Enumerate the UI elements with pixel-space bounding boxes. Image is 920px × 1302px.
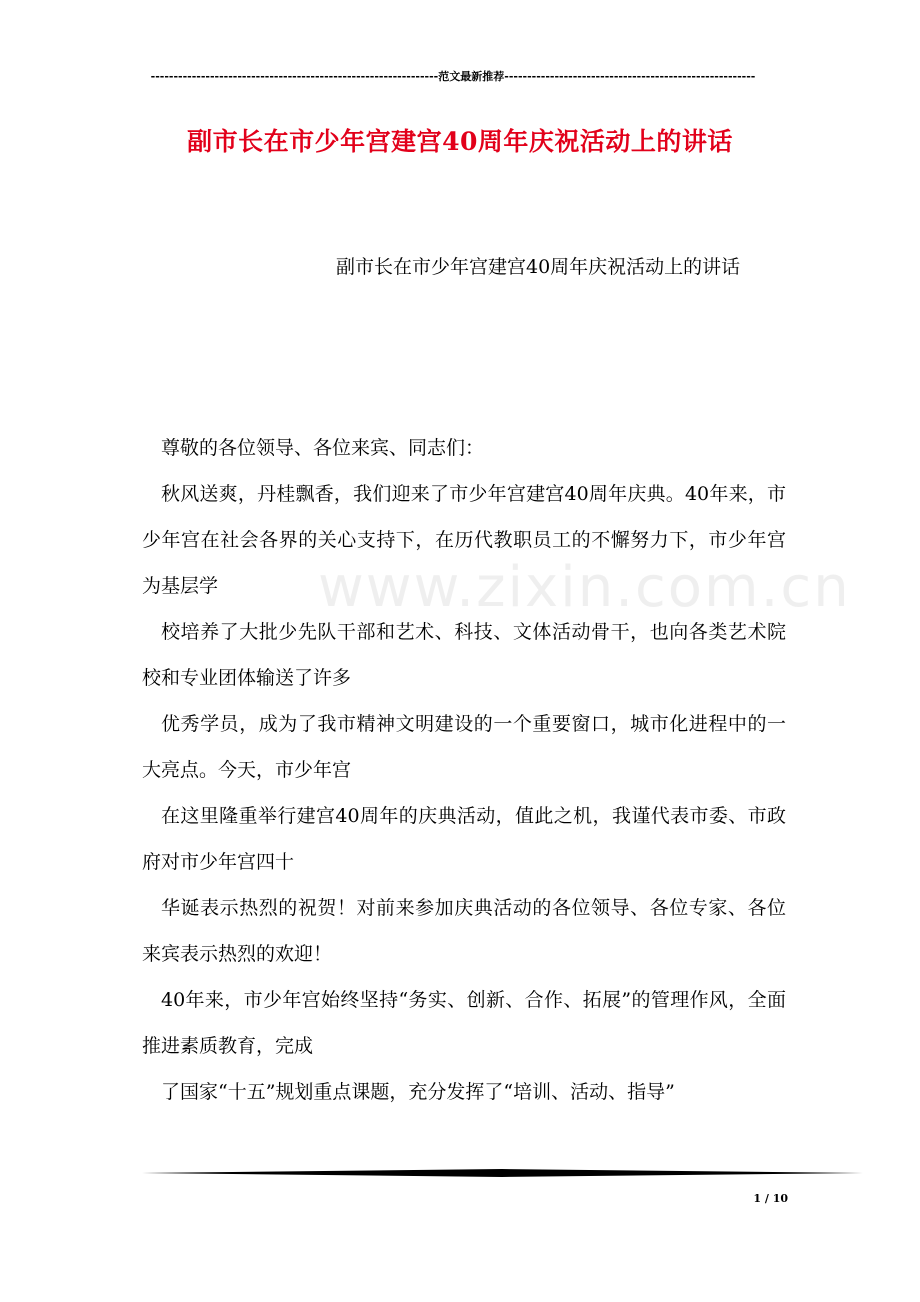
footer-divider <box>142 1166 863 1180</box>
header-dashes-left: --------------------------------------------------------------- <box>150 70 439 83</box>
header-label: 范文最新推荐 <box>438 70 505 83</box>
header-dashes-right: ------------------------------------------------------- <box>504 70 756 83</box>
paragraph-salutation: 尊敬的各位领导、各位来宾、同志们： <box>161 437 485 459</box>
paragraph: 40年来，市少年宫始终坚持“务实、创新、合作、拓展”的管理作风，全面推进素质教育，完成 <box>142 989 786 1057</box>
document-body <box>142 425 786 1115</box>
paragraph: 秋风送爽，丹桂飘香，我们迎来了市少年宫建宫40周年庆典。40年来，市少年宫在社会各界的关心支持下，在历代教职员工的不懈努力下，市少年宫为基层学 <box>142 483 786 597</box>
document-subtitle: 副市长在市少年宫建宫40周年庆祝活动上的讲话 <box>336 256 741 278</box>
paragraph: 了国家“十五”规划重点课题，充分发挥了“培训、活动、指导” <box>161 1081 675 1103</box>
document-title: 副市长在市少年宫建宫40周年庆祝活动上的讲话 <box>187 127 733 156</box>
header-banner <box>140 68 766 84</box>
paragraph: 在这里隆重举行建宫40周年的庆典活动，值此之机，我谨代表市委、市政府对市少年宫四十 <box>142 805 786 873</box>
paragraph: 华诞表示热烈的祝贺！对前来参加庆典活动的各位领导、各位专家、各位来宾表示热烈的欢迎！ <box>142 897 786 965</box>
paragraph: 优秀学员，成为了我市精神文明建设的一个重要窗口，城市化进程中的一大亮点。今天，市少年宫 <box>142 713 786 781</box>
page-number: 1 / 10 <box>753 1192 788 1205</box>
watermark: www.zixin.com.cn <box>318 555 851 620</box>
paragraph: 校培养了大批少先队干部和艺术、科技、文体活动骨干，也向各类艺术院校和专业团体输送了许多 <box>142 621 786 689</box>
